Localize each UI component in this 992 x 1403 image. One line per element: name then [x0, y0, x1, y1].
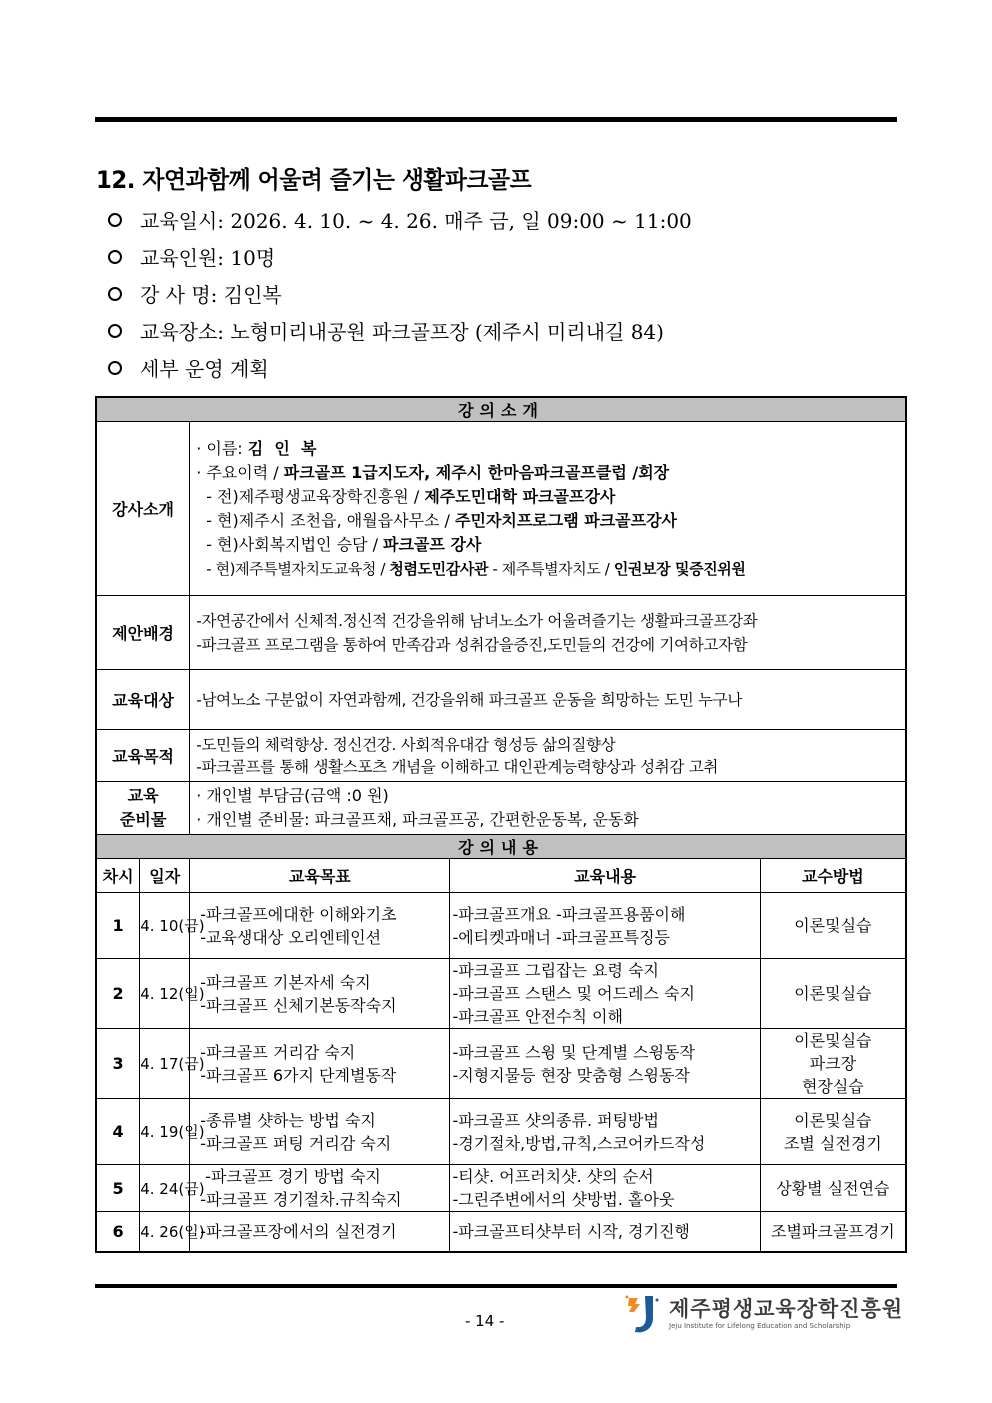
- target-content: -남여노소 구분없이 자연과함께, 건강을위해 파크골프 운동을 희망하는 도민 누구나: [190, 670, 906, 730]
- session-date: 4. 17(금): [140, 1029, 190, 1099]
- logo-korean-name: 제주평생교육장학진흥원: [669, 1297, 904, 1321]
- session-contents: -파크골프 스윙 및 단계별 스윙동작 -지형지물등 현장 맞춤형 스윙동작: [450, 1029, 760, 1099]
- target-label: 교육대상: [96, 670, 190, 730]
- session-methods: 상황별 실전연습: [760, 1165, 906, 1212]
- purpose-label: 교육목적: [96, 730, 190, 782]
- session-methods: 이론및실습 조별 실전경기: [760, 1099, 906, 1165]
- background-row: [96, 596, 906, 670]
- session-contents: -파크골프 그립잡는 요령 숙지 -파크골프 스탠스 및 어드레스 숙지 -파크골프 안전수칙 이해: [450, 959, 760, 1029]
- bottom-rule: [95, 1284, 897, 1288]
- schedule-row: [96, 1212, 906, 1252]
- intro-header: 강의소개: [96, 397, 906, 422]
- session-contents: -티샷. 어프러치샷. 샷의 순서 -그린주변에서의 샷방법. 홀아웃: [450, 1165, 760, 1212]
- instructor-label: 강사소개: [96, 422, 190, 596]
- session-date: 4. 10(금): [140, 893, 190, 959]
- institute-logo: [625, 1292, 903, 1336]
- session-goals: -파크골프 경기 방법 숙지 -파크골프 경기절차.규칙숙지: [190, 1165, 450, 1212]
- logo-english-name: Jeju Institute for Lifelong Education and Scholarship: [669, 1322, 851, 1330]
- session-goals: -파크골프 기본자세 숙지 -파크골프 신체기본동작숙지: [190, 959, 450, 1029]
- session-date: 4. 19(일): [140, 1099, 190, 1165]
- supplies-row: [96, 782, 906, 835]
- bullet-instructor: 강 사 명: 김인복: [108, 275, 692, 312]
- circle-bullet-icon: [108, 287, 122, 301]
- section-title: 12. 자연과함께 어울려 즐기는 생활파크골프: [96, 166, 532, 194]
- session-goals: -파크골프에대한 이해와기초 -교육생대상 오리엔테인션: [190, 893, 450, 959]
- supplies-label: 교육 준비물: [96, 782, 190, 835]
- instructor-name: 김 인 복: [247, 438, 317, 458]
- course-plan-table: [95, 396, 907, 1253]
- session-methods: 이론및실습: [760, 959, 906, 1029]
- col-session: 차시: [96, 859, 140, 893]
- session-number: 2: [96, 959, 140, 1029]
- col-goal: 교육목표: [190, 859, 450, 893]
- circle-bullet-icon: [108, 361, 122, 375]
- session-methods: 이론및실습 파크장 현장실습: [760, 1029, 906, 1099]
- session-number: 6: [96, 1212, 140, 1252]
- session-contents: -파크골프개요 -파크골프용품이해 -에티켓과매너 -파크골프특징등: [450, 893, 760, 959]
- purpose-row: [96, 730, 906, 782]
- session-date: 4. 12(일): [140, 959, 190, 1029]
- session-goals: -종류별 샷하는 방법 숙지 -파크골프 퍼팅 거리감 숙지: [190, 1099, 450, 1165]
- schedule-row: [96, 959, 906, 1029]
- bullet-location: 교육장소: 노형미리내공원 파크골프장 (제주시 미리내길 84): [108, 312, 692, 349]
- content-header: 강의내용: [96, 835, 906, 859]
- session-methods: 이론및실습: [760, 893, 906, 959]
- institute-logo-icon: [625, 1292, 659, 1336]
- session-number: 1: [96, 893, 140, 959]
- schedule-row: [96, 1165, 906, 1212]
- col-date: 일자: [140, 859, 190, 893]
- schedule-row: [96, 1099, 906, 1165]
- session-number: 3: [96, 1029, 140, 1099]
- session-goals: -파크골프 거리감 숙지 -파크골프 6가지 단계별동작: [190, 1029, 450, 1099]
- circle-bullet-icon: [108, 250, 122, 264]
- bullet-capacity: 교육인원: 10명: [108, 238, 692, 275]
- session-contents: -파크골프티샷부터 시작, 경기진행: [450, 1212, 760, 1252]
- top-rule: [95, 117, 897, 122]
- session-methods: 조별파크골프경기: [760, 1212, 906, 1252]
- session-number: 4: [96, 1099, 140, 1165]
- purpose-content: -도민들의 체력향상. 정신건강. 사회적유대감 형성등 삶의질향상 -파크골프를 통해 생활스포츠 개념을 이해하고 대인관계능력향상과 성취감 고취: [190, 730, 906, 782]
- schedule-row: [96, 1029, 906, 1099]
- session-number: 5: [96, 1165, 140, 1212]
- background-content: -자연공간에서 신체적.정신적 건강을위해 남녀노소가 어울려즐기는 생활파크골프강좌 -파크골프 프로그램을 통하여 만족감과 성취감을증진,도민들의 건강에 기여하고자함: [190, 596, 906, 670]
- column-header-row: [96, 859, 906, 893]
- supplies-content: · 개인별 부담금(금액 :0 원) · 개인별 준비물: 파크골프채, 파크골프공, 간편한운동복, 운동화: [190, 782, 906, 835]
- circle-bullet-icon: [108, 213, 122, 227]
- instructor-content: · 이름: 김 인 복 · 주요이력 / 파크골프 1급지도자, 제주시 한마음파크골프클럽 /회장 - 전)제주평생교육장학진흥원 / 제주도민대학 파크골프강사 - 현)제주시 조천읍, 애월읍사무소 / 주민자치프로그램 파크골프강사 - 현)사회복지법인 승담 / 파크골프 강사 - 현)제주특별자치도교육청 / 청렴도민감사관 - 제주특별자치도 / 인권보장 및증진위원: [190, 422, 906, 596]
- col-method: 교수방법: [760, 859, 906, 893]
- session-goals: -파크골프장에서의 실전경기: [190, 1212, 450, 1252]
- background-label: 제안배경: [96, 596, 190, 670]
- schedule-row: [96, 893, 906, 959]
- page-number: - 14 -: [465, 1312, 505, 1330]
- bullet-plan: 세부 운영 계획: [108, 349, 692, 386]
- instructor-row: [96, 422, 906, 596]
- target-row: [96, 670, 906, 730]
- session-date: 4. 24(금): [140, 1165, 190, 1212]
- bullet-schedule: 교육일시: 2026. 4. 10. ~ 4. 26. 매주 금, 일 09:00 ~ 11:00: [108, 201, 692, 238]
- session-contents: -파크골프 샷의종류. 퍼팅방법 -경기절차,방법,규칙,스코어카드작성: [450, 1099, 760, 1165]
- session-date: 4. 26(일): [140, 1212, 190, 1252]
- circle-bullet-icon: [108, 324, 122, 338]
- overview-list: [108, 201, 692, 386]
- col-content: 교육내용: [450, 859, 760, 893]
